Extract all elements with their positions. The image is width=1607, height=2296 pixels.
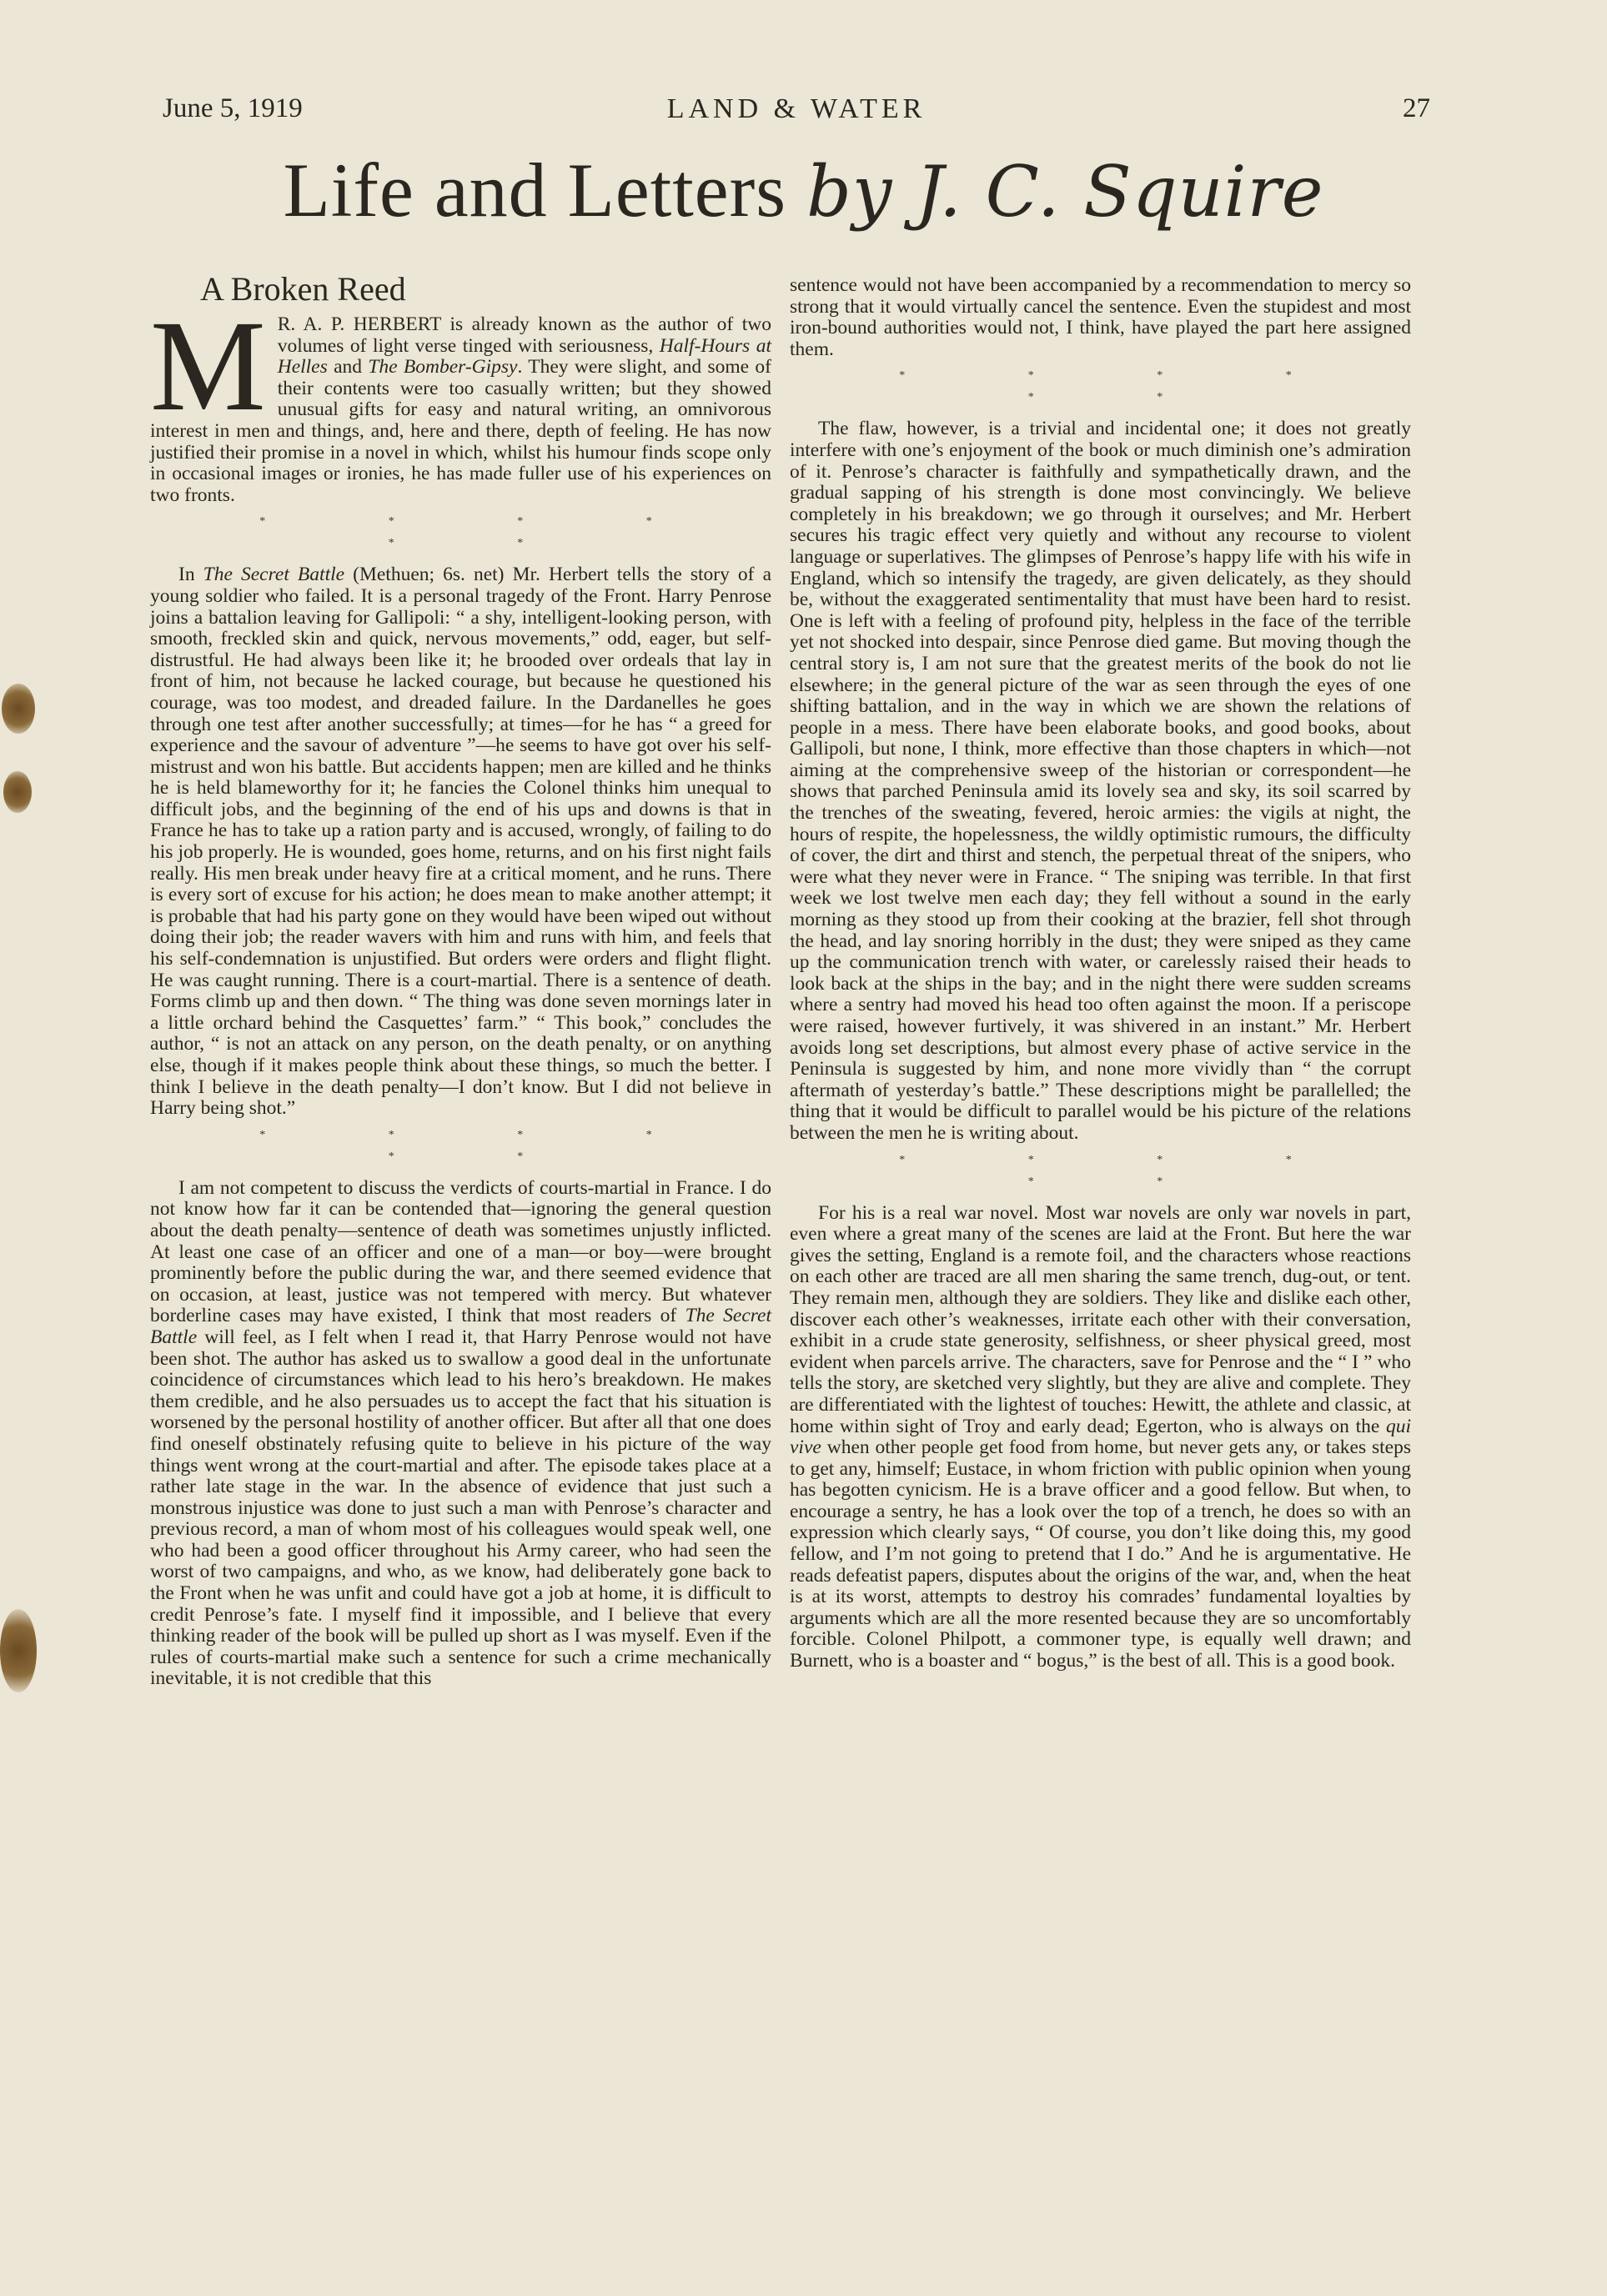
section-divider: * * * * * * [899,369,1352,404]
section-divider: * * * * * * [899,1153,1352,1188]
paragraph: For his is a real war novel. Most war novels are only war novels in part, even where a great many of the scenes are laid at the Front. But here the war gives the setting, England is a remote foil, and the characters whose reactions on each other are traced are all men sharing the same trench, dug-out, or tent. They remain men, although they are soldiers. They like and dislike each other, discover each other’s weaknesses, irritate each other with their conversation, exhibit in a crude state generosity, selfishness, or sheer physical greed, most evident when parcels arrive. The characters, save for Penrose and the “ I ” who tells the story, are sketched very slightly, but they are alive and complete. They are differentiated with the lightest of touches: Hewitt, the athlete and classic, at home within sight of Troy and early dead; Egerton, who is always on the qui vive when other people get food from home, but never gets any, or takes steps to get any, himself; Eustace, in whom friction with public opinion when young has begotten cynicism. He is a brave officer and a good fellow. But when, to encourage a sentry, he has a look over the top of a trench, he does so with an expression which clearly says, “ Of course, you don’t like doing this, my good fellow, and I’m not going to pretend that I do.” And he is argumentative. He reads defeatist papers, disputes about the origins of the war, and, when the heat is at its worst, attempts to destroy his comrades’ fundamental loyalties by arguments which are all the more resented because they are so uncomfortably forcible. Colonel Philpott, a commoner type, is equally well drawn; and Burnett, who is a boaster and “ bogus,” is the best of all. This is a good book. [790,1201,1411,1672]
italic-phrase: qui vive [790,1415,1411,1459]
column-title: Life and Letters [283,148,787,233]
page-header [163,93,1430,135]
right-column [790,275,1411,1672]
book-title: The Secret Battle [203,564,345,586]
magazine-name: LAND & WATER [666,93,927,124]
page-stain [0,1609,37,1692]
section-divider: * * * * * * [259,515,712,550]
drop-cap: M [150,293,266,438]
paragraph: In The Secret Battle (Methuen; 6s. net) Mr. Herbert tells the story of a young soldier who failed. It is a personal tragedy of the Front. Harry Penrose joins a battalion leaving for Gallipoli: “ a shy, intelligent-looking person, with smooth, freckled skin and quick, nervous movements,” odd, eager, but self-distrustful. He had always been like it; he brooded over ordeals that lay in front of him, not because he lacked courage, but because he questioned his courage, was too modest, and dreaded failure. In the Dardanelles he goes through one test after another successfully; at times—for he has “ a greed for experience and the savour of adventure ”—he seems to have got over his self-mistrust and won his battle. But accidents happen; men are killed and he thinks he is held blameworthy for it; he fancies the Colonel thinks him unequal to difficult jobs, and the beginning of the end of his ups and downs is that in France he has to take up a ration party and is accused, wrongly, of failing to do his job properly. He is wounded, goes home, returns, and on his first night fails really. His men break under heavy fire at a critical moment, and he runs. There is every sort of excuse for his action; he does mean to make another attempt; it is probable that had his party gone on they would have been wiped out without doing their job; the reader wavers with him and runs with him, and feels that his self-condemnation is unjustified. But orders were orders and flight flight. He was caught running. There is a court-martial. There is a sentence of death. Forms climb up and then down. “ The thing was done seven mornings later in a little orchard behind the Casquettes’ farm.” “ This book,” concludes the author, “ is not an attack on any person, on the death penalty, or on anything else, though if it makes people think about these things, so much the better. I think I believe in the death penalty—I don’t know. But I did not believe in Harry being shot.” [150,564,772,1120]
section-title: A Broken Reed [200,270,406,308]
page-stain [2,684,35,734]
book-title: The Bomber-Gipsy [368,356,518,378]
article-title [0,146,1607,234]
book-title: Half-Hours at Helles [277,334,771,378]
paragraph: sentence would not have been accompanied by a recommendation to mercy so strong that it would virtually cancel the sentence. Even the stupidest and most iron-bound authorities would not, I think, have played the part here assigned them. [790,274,1411,360]
left-column [150,271,771,1690]
page-stain [3,771,32,813]
section-divider: * * * * * * [259,1128,712,1163]
byline: by J. C. Squire [806,151,1324,233]
paragraph: The flaw, however, is a trivial and incidental one; it does not greatly interfere with one’s enjoyment of the book or much diminish one’s admiration of it. Penrose’s character is faithfully and sympathetically drawn, and the gradual sapping of his strength is done most convincingly. We believe completely in his breakdown; we go through it ourselves; and Mr. Herbert secures his tragic effect very quietly and without any recourse to violent language or superlatives. The glimpses of Penrose’s happy life with his wife in England, which so intensify the tragedy, are given delicately, as they should be, without the exaggerated sentimentality that must have been hard to resist. One is left with a feeling of profound pity, helpless in the face of the terrible yet not shocked into despair, since Penrose died game. But moving though the central story is, I am not sure that the greatest merits of the book do not lie elsewhere; in the general picture of the war as seen through the eyes of one shifting battalion, and in the way in which we are shown the relations of people in a mess. There have been elaborate books, and good books, about Gallipoli, but none, I think, more effective than those chapters in which—not aiming at the comprehensive sweep of the historian or correspondent—he shows that parched Peninsula amid its lovely sea and sky, its soil scarred by the trenches of the sweating, fevered, heroic armies: the vigils at night, the hours of respite, the hopelessness, the wildly optimistic rumours, the difficulty of cover, the dirt and thirst and stench, the perpetual threat of the snipers, who were what they never were in France. “ The sniping was terrible. In that first week we lost twelve men each day; they fell without a sound in the early morning as they stood up from their cooking at the brazier, fell shot through the head, and lay snoring horribly in the dust; they were sniped as they came up the communication trench with water, or carelessly raised their heads to look back at the ships in the bay; and in the night there were sudden screams where a sentry had moved his head too often against the moon. If a periscope were raised, however furtively, it was shivered in an instant.” Mr. Herbert avoids long set descriptions, but almost every phase of active service in the Peninsula is suggested by him, and none more vividly than “ the corrupt aftermath of yesterday’s battle.” These descriptions might be parallelled; the thing that it would be difficult to parallel would be his picture of the relations between the men he is writing about. [790,418,1411,1144]
book-title: The Secret Battle [150,1305,772,1348]
paragraph: I am not competent to discuss the verdicts of courts-martial in France. I do not know how far it can be contended that—ignoring the general question about the death penalty—sentence of death was sometimes unjustly inflicted. At least one case of an officer and one of a man—or boy—were brought prominently before the public during the war, and there seemed evidence that on occasion, at least, justice was not tempered with mercy. But whatever borderline cases may have existed, I think that most readers of The Secret Battle will feel, as I felt when I read it, that Harry Penrose would not have been shot. The author has asked us to swallow a good deal in the unfortunate coincidence of circumstances which lead to his hero’s breakdown. He makes them credible, and he also persuades us to accept the fact that his situation is worsened by the personal hostility of another officer. But after all that one does find oneself obstinately refusing quite to believe in his picture of the way things went wrong at the court-martial and after. The episode takes place at a rather late stage in the war. In the absence of evidence that just such a monstrous injustice was done to just such a man with Penrose’s character and previous record, a man of whom most of his colleagues would speak well, one who had been a good officer throughout his Army career, who had seen the worst of two campaigns, and who, as we know, had deliberately gone back to the Front when he was unfit and could have got a job at home, it is difficult to credit Penrose’s fate. I myself find it impossible, and I believe that every thinking reader of the book will be pulled up short as I was myself. Even if the rules of courts-martial make such a sentence for such a crime mechanically inevitable, it is not credible that this [150,1176,772,1690]
paragraph: M R. A. P. HERBERT is already known as the author of two volumes of light verse tinged with seriousness, Half-Hours at Helles and The Bomber-Gipsy. They were slight, and some of their contents were too casually written; but they showed unusual gifts for easy and natural writing, an omnivorous interest in men and things, and, here and there, depth of feeling. He has now justified their promise in a novel in which, whilst his humour finds scope only in occasional images or ironies, he has made fuller use of his experiences on two fronts. [150,293,771,506]
page-number: 27 [1403,93,1430,123]
issue-date: June 5, 1919 [163,93,303,123]
